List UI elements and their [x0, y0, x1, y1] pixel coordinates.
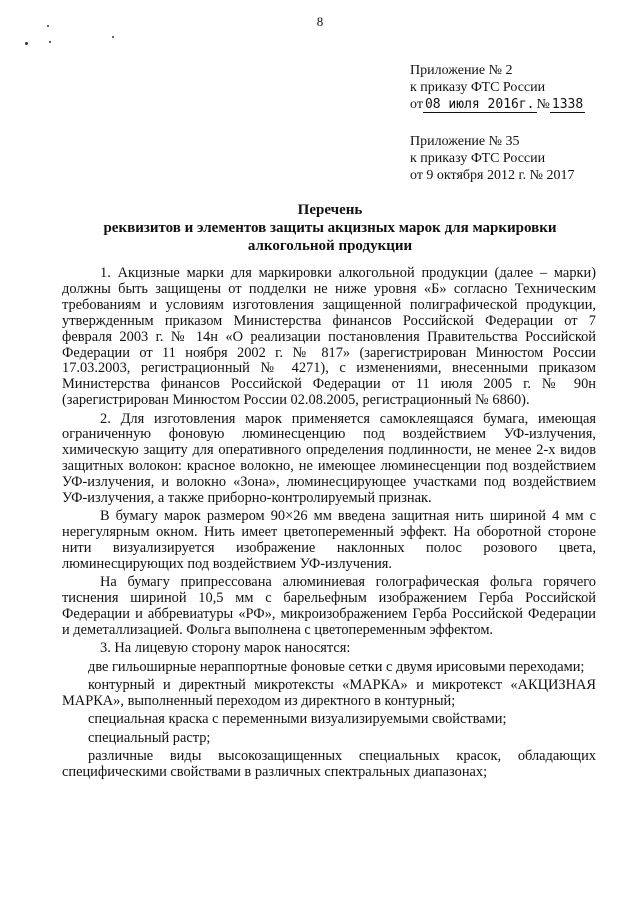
title-line-3: алкогольной продукции [247, 238, 413, 254]
date-prefix: от [410, 97, 423, 112]
paragraph-4: На бумагу припрессована алюминиевая голографическая фольга горячего тиснения шириной 10,5 мм с барельефным изображением Герба Российской Федерации и аббревиатуры «РФ», микроизображением Герба Российской Федерации и деметаллизацией. Фольга выполнена с цветопеременным эффектом. [62, 574, 596, 639]
appendix-35-order: к приказу ФТС России [410, 151, 546, 166]
page-number: 8 [316, 14, 324, 29]
title-line-2: реквизитов и элементов защиты акцизных марок для маркировки [103, 220, 557, 236]
appendix-35-date-line: от 9 октября 2012 г. № 2017 [410, 168, 575, 183]
handwritten-number: 1338 [551, 97, 584, 112]
list-item-2: контурный и директный микротексты «МАРКА» и микротекст «АКЦИЗНАЯ МАРКА», выполненный переходом из директного в контурный; [62, 677, 596, 709]
list-item-4: специальный растр; [88, 729, 211, 746]
title-line-1: Перечень [297, 202, 363, 218]
appendix-2-header [410, 62, 585, 113]
list-item-3: специальная краска с переменными визуализируемыми свойствами; [88, 711, 507, 728]
appendix-35-title: Приложение № 35 [410, 134, 520, 149]
appendix-35-header [410, 133, 575, 184]
appendix-2-title: Приложение № 2 [410, 63, 513, 78]
list-item-5: различные виды высокозащищенных специальных красок, обладающих специфическими свойствами в различных спектральных диапазонах; [62, 747, 596, 780]
handwritten-date: 08 июля 2016г. [424, 97, 535, 112]
paragraph-5: 3. На лицевую сторону марок наносятся: [100, 640, 351, 657]
number-sign: № [536, 97, 550, 112]
paragraph-3: В бумагу марок размером 90×26 мм введена защитная нить шириной 4 мм с нерегулярным окном. Нить имеет цветопеременный эффект. На оборотной стороне нити визуализируется изображение наклонных полос розового цвета, люминесцирующих под воздействием УФ-излучения. [62, 508, 596, 573]
appendix-2-date-line [410, 96, 585, 113]
document-title [60, 201, 600, 255]
document-body [62, 266, 596, 783]
paragraph-1: 1. Акцизные марки для маркировки алкогольной продукции (далее – марки) должны быть защищены от подделки не ниже уровня «Б» согласно Техническим требованиям и условиям изготовления защищенной полиграфической продукции, утвержденным приказом Министерства финансов Российской Федерации от 7 февраля 2003 г. № 14н «О реализации постановления Правительства Российской Федерации от 11 ноября 2002 г. № 817» (зарегистрирован Минюстом России 17.03.2003, регистрационный № 4271), с изменениями, внесенными приказом Министерства финансов Российской Федерации от 11 июля 2005 г. № 90н (зарегистрирован Минюстом России 02.08.2005, регистрационный № 6860). [62, 265, 596, 409]
paragraph-2: 2. Для изготовления марок применяется самоклеящаяся бумага, имеющая ограниченную фоновую люминесценцию под воздействием УФ-излучения, химическую защиту для оперативного определения подлинности, не менее 2-х видов защитных волокон: красное волокно, не имеющее люминесценции под воздействием УФ-излучения, и волокно «Зона», люминесцирующее участками под воздействием УФ-излучения, а также приборно-контролируемый признак. [62, 410, 596, 507]
list-item-1: две гильоширные нераппортные фоновые сетки с двумя ирисовыми переходами; [88, 658, 585, 675]
appendix-2-order: к приказу ФТС России [410, 80, 546, 95]
